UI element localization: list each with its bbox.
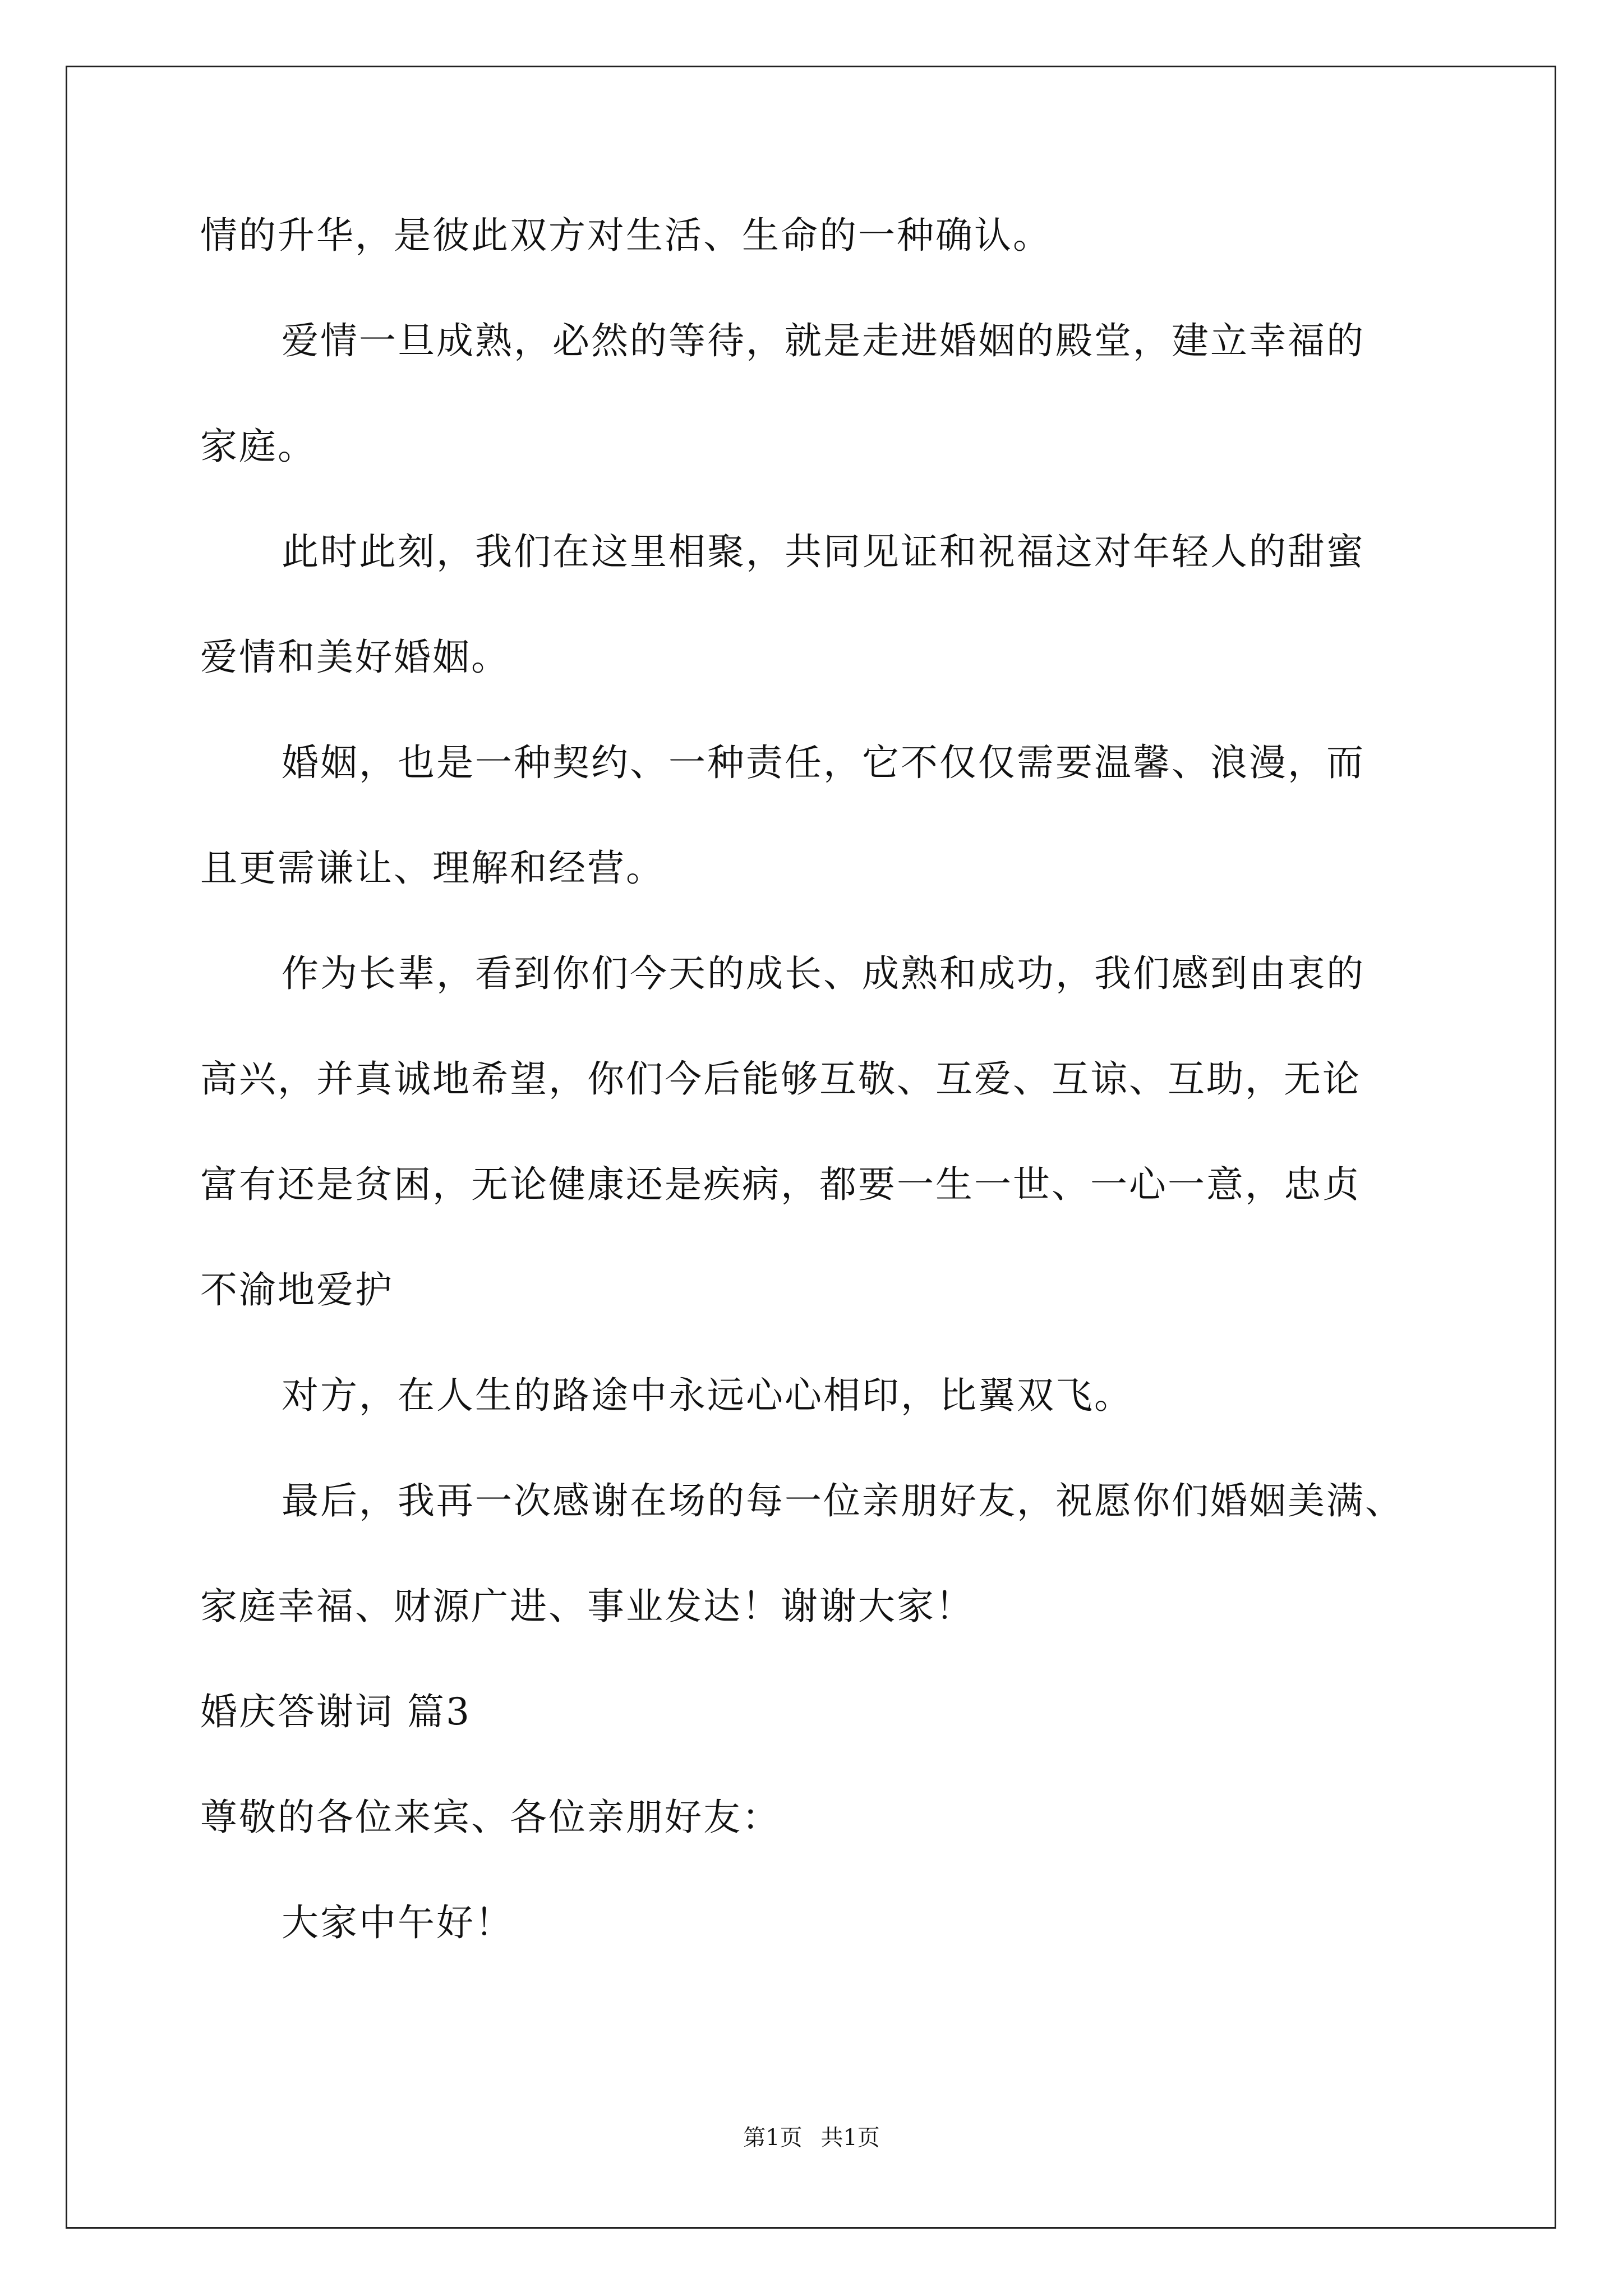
text-line: 此时此刻，我们在这里相聚，共同见证和祝福这对年轻人的甜蜜 — [282, 530, 1365, 573]
text-line: 情的升华，是彼此双方对生活、生命的一种确认。 — [200, 214, 1052, 257]
text-line: 家庭。 — [200, 425, 316, 468]
text-line: 作为长辈，看到你们今天的成长、成熟和成功，我们感到由衷的 — [282, 952, 1365, 995]
page-total: 共1页 — [820, 2125, 880, 2151]
text-line: 最后，我再一次感谢在场的每一位亲朋好友，祝愿你们婚姻美满、 — [282, 1479, 1404, 1522]
text-line: 爱情一旦成熟，必然的等待，就是走进婚姻的殿堂，建立幸福的 — [282, 319, 1365, 362]
text-line: 爱情和美好婚姻。 — [200, 636, 510, 679]
salutation: 尊敬的各位来宾、各位亲朋好友： — [200, 1796, 781, 1839]
text-line: 富有还是贫困，无论健康还是疾病，都要一生一世、一心一意，忠贞 — [200, 1163, 1361, 1206]
text-line: 高兴，并真诚地希望，你们今后能够互敬、互爱、互谅、互助，无论 — [200, 1057, 1361, 1101]
page-footer — [0, 2124, 1623, 2152]
text-line: 且更需谦让、理解和经营。 — [200, 846, 665, 890]
text-line: 婚姻，也是一种契约、一种责任，它不仅仅需要温馨、浪漫，而 — [282, 741, 1365, 784]
section-heading: 婚庆答谢词 篇3 — [200, 1690, 471, 1733]
greeting: 大家中午好！ — [282, 1901, 514, 1944]
text-line: 不渝地爱护 — [200, 1268, 394, 1312]
text-line: 对方，在人生的路途中永远心心相印，比翼双飞。 — [282, 1374, 1133, 1417]
page-number: 第1页 — [743, 2125, 803, 2151]
text-line: 家庭幸福、财源广进、事业发达！谢谢大家！ — [200, 1585, 974, 1628]
